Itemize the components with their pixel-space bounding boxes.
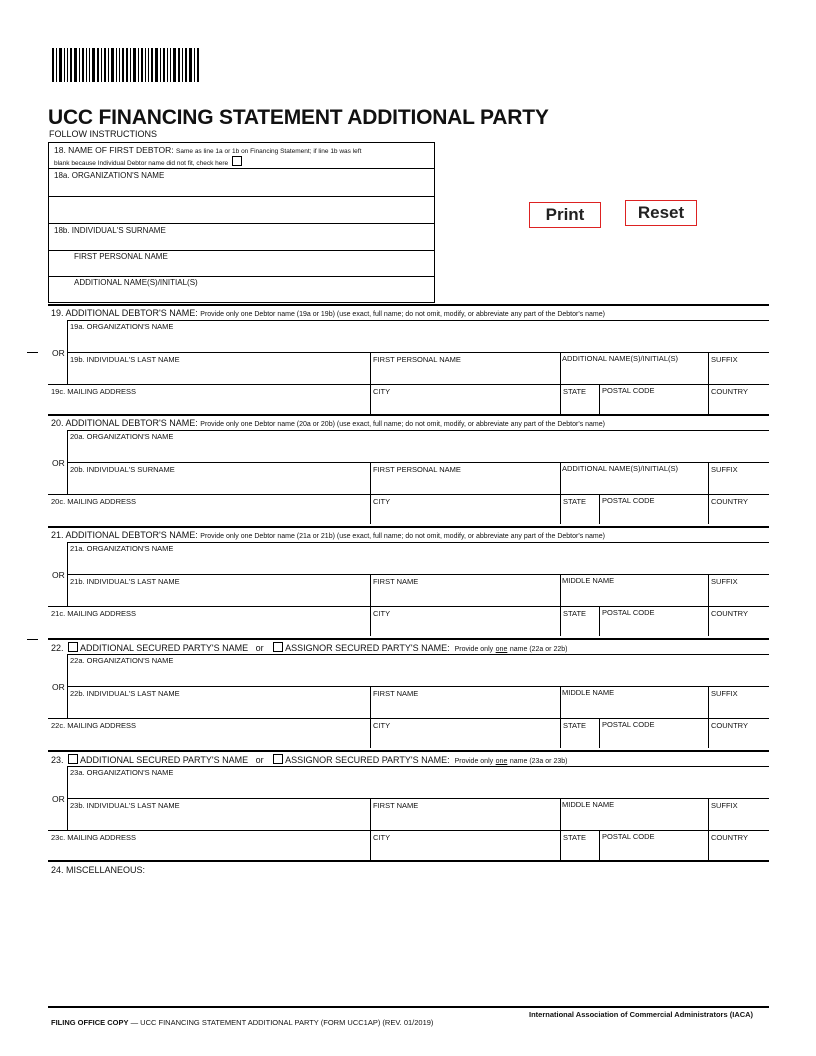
s22-first-label: FIRST NAME [373, 689, 419, 698]
s21-heading: 21. ADDITIONAL DEBTOR'S NAME: Provide only one Debtor name (21a or 21b) (use exact, full name; do not omit, modify, or abbreviate any part of the Debtor's name) [51, 530, 605, 540]
s23-city-label: CITY [373, 833, 391, 842]
s19-city-label: CITY [373, 387, 391, 396]
s19-additional-label: ADDITIONAL NAME(S)/INITIAL(S) [562, 354, 678, 363]
barcode-bar [182, 48, 183, 82]
s21-state-label: STATE [563, 609, 587, 618]
s20a-label: 20a. ORGANIZATION'S NAME [70, 432, 174, 441]
s23-state-label: STATE [563, 833, 587, 842]
s22-additional-checkbox[interactable] [68, 642, 78, 652]
s23-assignor-checkbox[interactable] [273, 754, 283, 764]
or-label: OR [52, 570, 65, 580]
s18a-label: 18a. ORGANIZATION'S NAME [54, 171, 165, 180]
barcode-bar [133, 48, 136, 82]
barcode-bar [130, 48, 131, 82]
s19-country-label: COUNTRY [711, 387, 748, 396]
barcode-bar [52, 48, 54, 82]
s19-first-label: FIRST PERSONAL NAME [373, 355, 461, 364]
barcode-bar [86, 48, 87, 82]
s22-country-label: COUNTRY [711, 721, 748, 730]
barcode-bar [170, 48, 171, 82]
footer-org: International Association of Commercial Administrators (IACA) [529, 1010, 754, 1019]
barcode-bar [126, 48, 128, 82]
barcode-bar [197, 48, 199, 82]
s23-country-label: COUNTRY [711, 833, 748, 842]
s23-suffix-label: SUFFIX [711, 801, 738, 810]
s19-suffix-label: SUFFIX [711, 355, 738, 364]
s20-postal-label: POSTAL CODE [602, 496, 655, 505]
s23-first-label: FIRST NAME [373, 801, 419, 810]
or-label: OR [52, 458, 65, 468]
barcode-bar [163, 48, 165, 82]
s18-additional-label: ADDITIONAL NAME(S)/INITIAL(S) [74, 278, 198, 287]
or-label: OR [52, 794, 65, 804]
barcode-bar [178, 48, 180, 82]
s22-assignor-checkbox[interactable] [273, 642, 283, 652]
s21-suffix-label: SUFFIX [711, 577, 738, 586]
s20-state-label: STATE [563, 497, 587, 506]
s22-city-label: CITY [373, 721, 391, 730]
s20b-label: 20b. INDIVIDUAL'S SURNAME [70, 465, 175, 474]
margin-mark [27, 639, 38, 640]
barcode-bar [70, 48, 72, 82]
s21b-label: 21b. INDIVIDUAL'S LAST NAME [70, 577, 180, 586]
or-label: OR [52, 682, 65, 692]
s22c-label: 22c. MAILING ADDRESS [51, 721, 137, 730]
first-debtor-box [48, 142, 435, 303]
s18-heading: 18. NAME OF FIRST DEBTOR: Same as line 1a or 1b on Financing Statement; if line 1b was left [54, 145, 362, 155]
s21c-label: 21c. MAILING ADDRESS [51, 609, 137, 618]
barcode-bar [111, 48, 114, 82]
s21-additional-label: MIDDLE NAME [562, 576, 615, 585]
s18-first-label: FIRST PERSONAL NAME [74, 252, 168, 261]
barcode-bar [67, 48, 68, 82]
barcode-bar [101, 48, 102, 82]
barcode-bar [173, 48, 176, 82]
s22-suffix-label: SUFFIX [711, 689, 738, 698]
barcode-bar [89, 48, 90, 82]
barcode-bar [122, 48, 124, 82]
s19-state-label: STATE [563, 387, 587, 396]
barcode-bar [189, 48, 192, 82]
s21-country-label: COUNTRY [711, 609, 748, 618]
print-button[interactable]: Print [529, 202, 601, 228]
s19b-label: 19b. INDIVIDUAL'S LAST NAME [70, 355, 180, 364]
s20-heading: 20. ADDITIONAL DEBTOR'S NAME: Provide only one Debtor name (20a or 20b) (use exact, full name; do not omit, modify, or abbreviate any part of the Debtor's name) [51, 418, 605, 428]
barcode-bar [148, 48, 149, 82]
s23b-label: 23b. INDIVIDUAL'S LAST NAME [70, 801, 180, 810]
s23-heading: 23. ADDITIONAL SECURED PARTY'S NAME or ASSIGNOR SECURED PARTY'S NAME: Provide only one name (23a or 23b) [51, 755, 568, 765]
barcode-bar [194, 48, 195, 82]
s23-additional-label: MIDDLE NAME [562, 800, 615, 809]
s22b-label: 22b. INDIVIDUAL'S LAST NAME [70, 689, 180, 698]
s20-additional-label: ADDITIONAL NAME(S)/INITIAL(S) [562, 464, 678, 473]
s22a-label: 22a. ORGANIZATION'S NAME [70, 656, 174, 665]
s23c-label: 23c. MAILING ADDRESS [51, 833, 137, 842]
s22-heading: 22. ADDITIONAL SECURED PARTY'S NAME or ASSIGNOR SECURED PARTY'S NAME: Provide only one name (22a or 22b) [51, 643, 568, 653]
barcode-bar [155, 48, 158, 82]
barcode-bar [185, 48, 187, 82]
s20c-label: 20c. MAILING ADDRESS [51, 497, 137, 506]
s21-first-label: FIRST NAME [373, 577, 419, 586]
s23a-label: 23a. ORGANIZATION'S NAME [70, 768, 174, 777]
barcode-bar [138, 48, 139, 82]
s18-checkbox[interactable] [232, 156, 242, 166]
s21a-label: 21a. ORGANIZATION'S NAME [70, 544, 174, 553]
s22-postal-label: POSTAL CODE [602, 720, 655, 729]
page-title: UCC FINANCING STATEMENT ADDITIONAL PARTY [48, 106, 549, 129]
reset-button[interactable]: Reset [625, 200, 697, 226]
barcode-bar [116, 48, 117, 82]
s24-heading: 24. MISCELLANEOUS: [51, 865, 146, 875]
barcode-bar [151, 48, 153, 82]
or-label: OR [52, 348, 65, 358]
barcode-bar [160, 48, 161, 82]
barcode-bar [74, 48, 77, 82]
s20-city-label: CITY [373, 497, 391, 506]
s20-first-label: FIRST PERSONAL NAME [373, 465, 461, 474]
s18b-label: 18b. INDIVIDUAL'S SURNAME [54, 226, 166, 235]
s21-postal-label: POSTAL CODE [602, 608, 655, 617]
barcode-bar [145, 48, 146, 82]
s19c-label: 19c. MAILING ADDRESS [51, 387, 137, 396]
s19-postal-label: POSTAL CODE [602, 386, 655, 395]
s23-additional-checkbox[interactable] [68, 754, 78, 764]
barcode-bar [119, 48, 120, 82]
s21-city-label: CITY [373, 609, 391, 618]
s18-note: blank because Individual Debtor name did not fit, check here [54, 156, 244, 167]
barcode-bar [108, 48, 109, 82]
follow-instructions: FOLLOW INSTRUCTIONS [49, 129, 158, 139]
barcode-bar [82, 48, 84, 82]
s23-postal-label: POSTAL CODE [602, 832, 655, 841]
s19-heading: 19. ADDITIONAL DEBTOR'S NAME: Provide only one Debtor name (19a or 19b) (use exact, full name; do not omit, modify, or abbreviate any part of the Debtor's name) [51, 308, 605, 318]
footer-copy: FILING OFFICE COPY — UCC FINANCING STATEMENT ADDITIONAL PARTY (FORM UCC1AP) (REV. 01/2019) [51, 1018, 434, 1027]
barcode-bar [97, 48, 99, 82]
barcode-bar [104, 48, 106, 82]
s22-state-label: STATE [563, 721, 587, 730]
s20-country-label: COUNTRY [711, 497, 748, 506]
barcode-bar [167, 48, 168, 82]
barcode-bar [79, 48, 80, 82]
barcode-bar [56, 48, 57, 82]
barcode-bar [59, 48, 62, 82]
barcode-bar [92, 48, 95, 82]
barcode-bar [141, 48, 143, 82]
barcode [52, 48, 236, 82]
margin-mark [27, 352, 38, 353]
s22-additional-label: MIDDLE NAME [562, 688, 615, 697]
barcode-bar [64, 48, 65, 82]
s19a-label: 19a. ORGANIZATION'S NAME [70, 322, 174, 331]
s20-suffix-label: SUFFIX [711, 465, 738, 474]
